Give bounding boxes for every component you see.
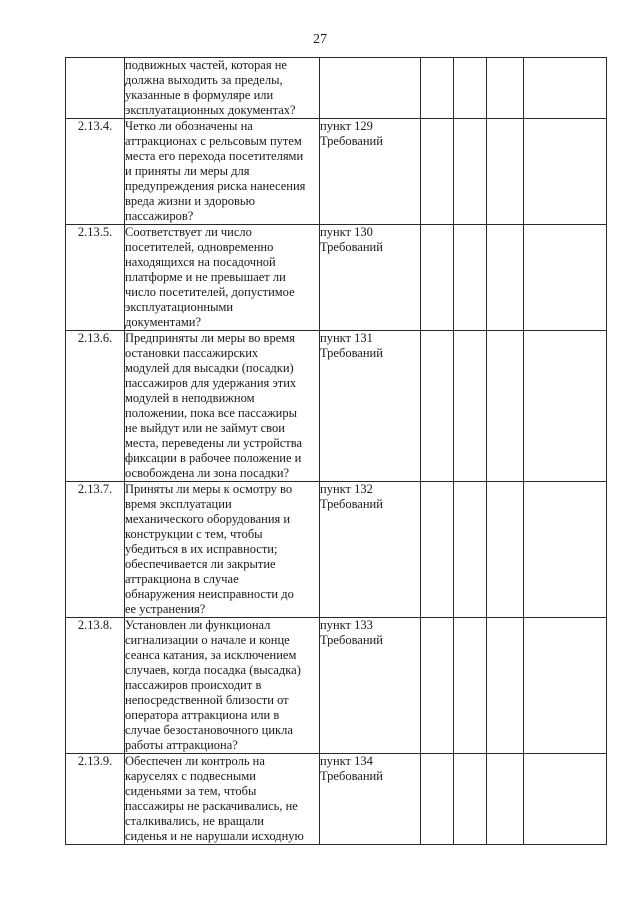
question-line: пассажиров происходит в	[125, 678, 262, 692]
answer-cell-3	[487, 58, 524, 119]
requirement-reference: пункт 132 Требований	[320, 482, 421, 618]
requirement-reference	[320, 58, 421, 119]
question-line: документами?	[125, 315, 202, 329]
question-line: работы аттракциона?	[125, 738, 238, 752]
answer-cell-1	[421, 225, 454, 331]
question-line: Обеспечен ли контроль на	[125, 754, 265, 768]
question-cell	[125, 482, 320, 618]
question-line: случаев, когда посадка (высадка)	[125, 663, 301, 677]
question-line: должна выходить за пределы,	[125, 73, 283, 87]
item-number: 2.13.7.	[66, 482, 125, 618]
question-cell	[125, 618, 320, 754]
question-line: Приняты ли меры к осмотру во	[125, 482, 293, 496]
answer-cell-4	[524, 119, 607, 225]
answer-cell-4	[524, 754, 607, 845]
question-line: предупреждения риска нанесения	[125, 179, 306, 193]
question-line: сиденьями за тем, чтобы	[125, 784, 257, 798]
checklist-table	[65, 57, 607, 845]
table-row	[66, 331, 607, 482]
question-line: эксплуатационными	[125, 300, 234, 314]
answer-cell-3	[487, 225, 524, 331]
answer-cell-1	[421, 482, 454, 618]
question-line: пассажиры не раскачивались, не	[125, 799, 298, 813]
question-cell	[125, 754, 320, 845]
question-line: каруселях с подвесными	[125, 769, 256, 783]
table-row	[66, 58, 607, 119]
page-number: 27	[313, 32, 327, 47]
table-row	[66, 482, 607, 618]
question-line: сиденья и не нарушали исходную	[125, 829, 304, 843]
answer-cell-3	[487, 331, 524, 482]
answer-cell-3	[487, 119, 524, 225]
answer-cell-2	[454, 331, 487, 482]
question-line: Установлен ли функционал	[125, 618, 271, 632]
question-cell	[125, 119, 320, 225]
requirement-reference: пункт 130 Требований	[320, 225, 421, 331]
question-line: непосредственной близости от	[125, 693, 289, 707]
question-line: модулей для высадки (посадки)	[125, 361, 294, 375]
question-line: убедиться в их исправности;	[125, 542, 278, 556]
question-line: сеанса катания, за исключением	[125, 648, 297, 662]
item-number: 2.13.9.	[66, 754, 125, 845]
answer-cell-4	[524, 618, 607, 754]
question-line: платформе и не превышает ли	[125, 270, 286, 284]
question-line: сталкивались, не вращали	[125, 814, 264, 828]
question-line: время эксплуатации	[125, 497, 232, 511]
question-line: пассажиров?	[125, 209, 194, 223]
question-line: случае безостановочного цикла	[125, 723, 293, 737]
answer-cell-2	[454, 58, 487, 119]
question-line: фиксации в рабочее положение и	[125, 451, 302, 465]
question-line: остановки пассажирских	[125, 346, 259, 360]
question-line: модулей в неподвижном	[125, 391, 255, 405]
item-number	[66, 58, 125, 119]
requirement-reference: пункт 133 Требований	[320, 618, 421, 754]
answer-cell-3	[487, 482, 524, 618]
question-line: сигнализации о начале и конце	[125, 633, 290, 647]
table-row	[66, 618, 607, 754]
item-number: 2.13.8.	[66, 618, 125, 754]
question-line: пассажиров для удержания этих	[125, 376, 297, 390]
requirement-reference: пункт 134 Требований	[320, 754, 421, 845]
item-number: 2.13.5.	[66, 225, 125, 331]
table-row	[66, 225, 607, 331]
question-line: находящихся на посадочной	[125, 255, 276, 269]
answer-cell-1	[421, 618, 454, 754]
answer-cell-4	[524, 482, 607, 618]
answer-cell-2	[454, 225, 487, 331]
answer-cell-1	[421, 331, 454, 482]
question-line: Предприняты ли меры во время	[125, 331, 295, 345]
question-line: указанные в формуляре или	[125, 88, 274, 102]
question-line: эксплуатационных документах?	[125, 103, 296, 117]
answer-cell-1	[421, 119, 454, 225]
question-line: оператора аттракциона или в	[125, 708, 280, 722]
question-line: ее устранения?	[125, 602, 206, 616]
question-line: число посетителей, допустимое	[125, 285, 295, 299]
question-line: механического оборудования и	[125, 512, 291, 526]
answer-cell-2	[454, 754, 487, 845]
answer-cell-4	[524, 58, 607, 119]
question-line: и приняты ли меры для	[125, 164, 250, 178]
answer-cell-2	[454, 618, 487, 754]
answer-cell-1	[421, 58, 454, 119]
table-row	[66, 754, 607, 845]
answer-cell-3	[487, 754, 524, 845]
answer-cell-3	[487, 618, 524, 754]
question-line: обеспечивается ли закрытие	[125, 557, 276, 571]
question-line: посетителей, одновременно	[125, 240, 274, 254]
item-number: 2.13.6.	[66, 331, 125, 482]
question-line: места, переведены ли устройства	[125, 436, 303, 450]
question-line: Соответствует ли число	[125, 225, 252, 239]
question-cell	[125, 331, 320, 482]
question-line: положении, пока все пассажиры	[125, 406, 297, 420]
question-line: не выйдут или не займут свои	[125, 421, 285, 435]
question-line: аттракционах с рельсовым путем	[125, 134, 302, 148]
question-line: места его перехода посетителями	[125, 149, 304, 163]
question-cell	[125, 58, 320, 119]
answer-cell-1	[421, 754, 454, 845]
question-line: подвижных частей, которая не	[125, 58, 287, 72]
checklist-body	[66, 58, 607, 845]
question-line: обнаружения неисправности до	[125, 587, 294, 601]
question-cell	[125, 225, 320, 331]
requirement-reference: пункт 131 Требований	[320, 331, 421, 482]
requirement-reference: пункт 129 Требований	[320, 119, 421, 225]
answer-cell-4	[524, 331, 607, 482]
table-row	[66, 119, 607, 225]
answer-cell-4	[524, 225, 607, 331]
question-line: вреда жизни и здоровью	[125, 194, 255, 208]
question-line: аттракциона в случае	[125, 572, 239, 586]
answer-cell-2	[454, 119, 487, 225]
question-line: Четко ли обозначены на	[125, 119, 253, 133]
answer-cell-2	[454, 482, 487, 618]
question-line: конструкции с тем, чтобы	[125, 527, 263, 541]
question-line: освобождена ли зона посадки?	[125, 466, 290, 480]
item-number: 2.13.4.	[66, 119, 125, 225]
